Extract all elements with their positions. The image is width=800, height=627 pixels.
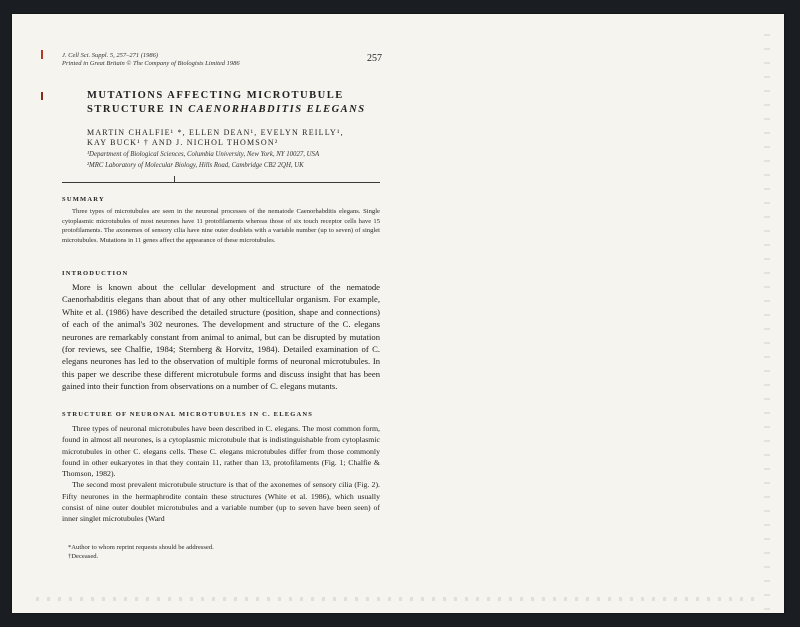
structure-section-body bbox=[62, 423, 380, 525]
authors-line-2: KAY BUCK¹ † AND J. NICHOL THOMSON² bbox=[87, 138, 279, 147]
footnote-2: †Deceased. bbox=[68, 553, 99, 560]
authors-line-1: MARTIN CHALFIE¹ *, ELLEN DEAN¹, EVELYN REILLY¹, bbox=[87, 128, 344, 137]
journal-citation bbox=[62, 52, 240, 68]
footnotes bbox=[68, 543, 380, 561]
title-line-2-prefix: STRUCTURE IN bbox=[87, 104, 189, 115]
journal-line-1: J. Cell Sci. Suppl. 5, 257–271 (1986) bbox=[62, 52, 159, 59]
affiliations bbox=[87, 149, 387, 171]
introduction-heading: INTRODUCTION bbox=[62, 270, 129, 277]
affiliation-1: ¹Department of Biological Sciences, Columbia University, New York, NY 10027, USA bbox=[87, 151, 320, 158]
article-title bbox=[87, 89, 387, 117]
structure-paragraph-1: Three types of neuronal microtubules have been described in C. elegans. The most common form, found in almost all neurones, is a cytoplasmic microtubule that is indistinguishable from cytoplasmic microtubules in other C. elegans cells. These C. elegans microtubules differ from those commonly found in other eukaryotes in that they contain 11, rather than 13, protofilaments (Fig. 1; Chalfie & Thomson, 1982). bbox=[62, 424, 380, 479]
author-list bbox=[87, 128, 387, 148]
summary-text: Three types of microtubules are seen in the neuronal processes of the nematode Caenorhabditis elegans. Single cytoplasmic microtubules of most neurones have 11 protofilaments whereas those of six touch receptor cells have 15 protofilaments. The axonemes of sensory cilia have nine outer doublets with a variable number (up to seven) of singlet microtubules. Mutations in 11 genes affect the appearance of these microtubules. bbox=[62, 208, 380, 244]
summary-heading: SUMMARY bbox=[62, 196, 105, 203]
introduction-text: More is known about the cellular development and structure of the nematode Caenorhabditis elegans than about that of any other multicellular organism. For example, White et al. (1986) have described the detailed structure (position, shape and connections) of each of the animal's 302 neurones. The development and structure of the C. elegans neurones are remarkably constant from animal to animal, but can be disrupted by mutation (for reviews, see Chalfie, 1984; Sternberg & Horvitz, 1984). Detailed examination of C. elegans neurones has led to the observation of multiple forms of neuronal microtubules. In this paper we describe these different microtubule forms and discuss insight that has been gained into their function from observations on a number of C. elegans mutants. bbox=[62, 282, 380, 392]
journal-line-2: Printed in Great Britain © The Company of Biologists Limited 1986 bbox=[62, 60, 240, 67]
structure-paragraph-2: The second most prevalent microtubule structure is that of the axonemes of sensory cilia (Fig. 2). Fifty neurones in the hermaphrodite contain these structures (White et al. 1986), which usually consist of nine outer doublet microtubules and a variable number (up to seven have been seen) of inner singlet microtubules (Ward bbox=[62, 480, 380, 524]
title-line-2-species: CAENORHABDITIS ELEGANS bbox=[188, 104, 366, 115]
header-divider bbox=[62, 182, 380, 183]
right-edge-perforation bbox=[764, 34, 770, 614]
title-line-2 bbox=[87, 103, 387, 117]
footnote-1: *Author to whom reprint requests should be addressed. bbox=[68, 544, 214, 551]
edge-marks bbox=[38, 44, 44, 134]
title-line-1: MUTATIONS AFFECTING MICROTUBULE bbox=[87, 90, 344, 101]
bottom-edge-perforation bbox=[36, 597, 760, 601]
structure-section-heading: STRUCTURE OF NEURONAL MICROTUBULES IN C. ELEGANS bbox=[62, 411, 314, 418]
page-number: 257 bbox=[367, 53, 382, 64]
affiliation-2: ²MRC Laboratory of Molecular Biology, Hills Road, Cambridge CB2 2QH, UK bbox=[87, 162, 304, 169]
